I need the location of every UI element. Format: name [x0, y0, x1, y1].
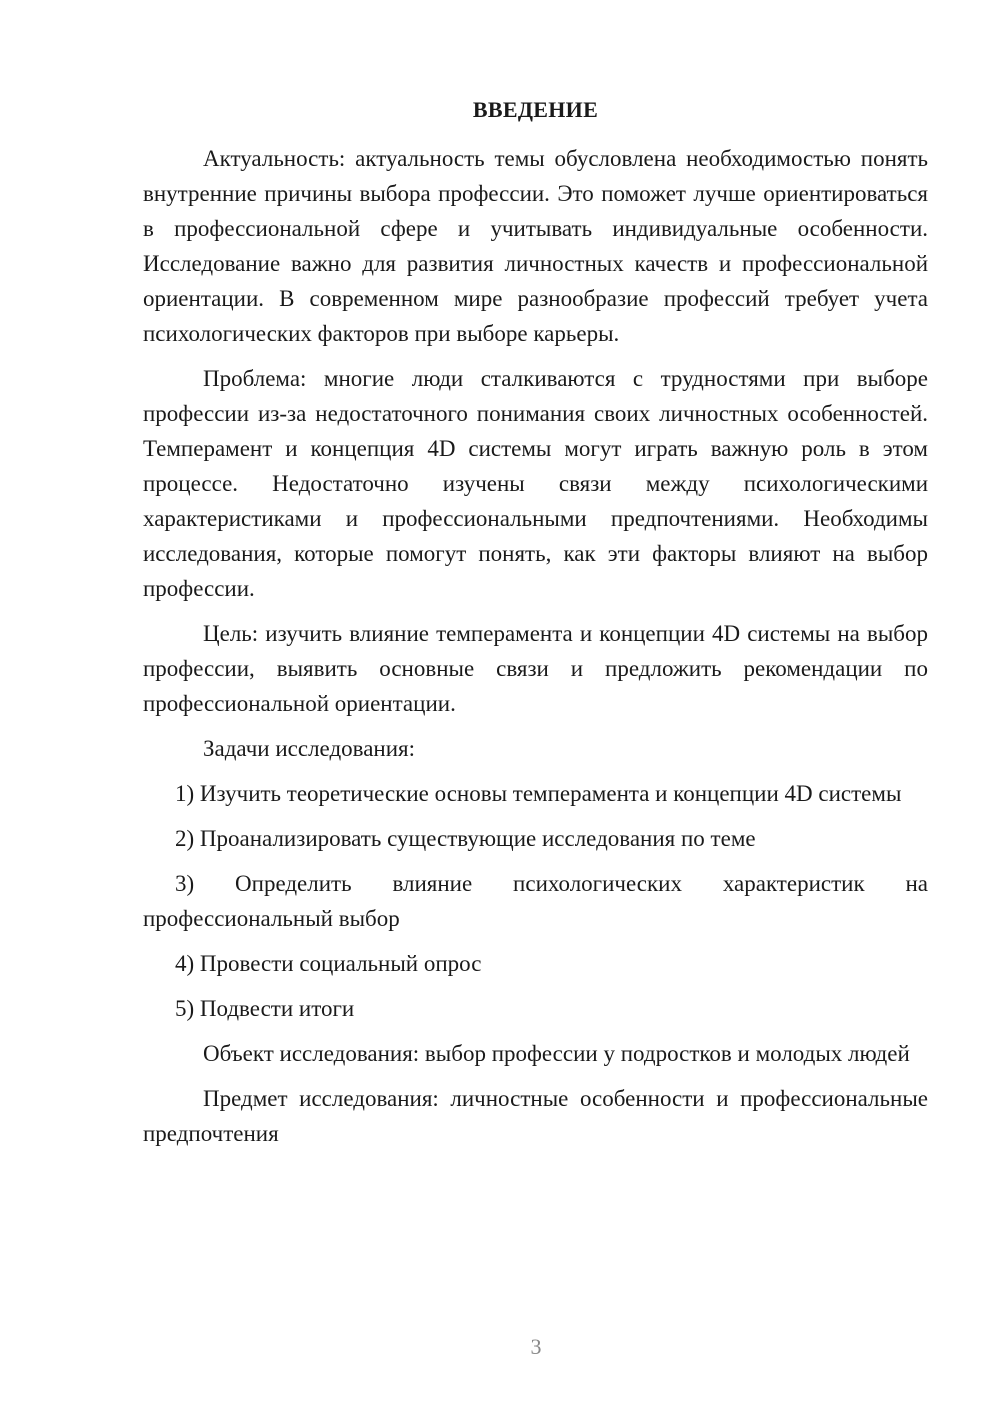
paragraph-relevance: Актуальность: актуальность темы обусловлена необходимостью понять внутренние причины выбора профессии. Это поможет лучше ориентироваться в профессиональной сфере и учитывать индивидуальные особенности. Исследование важно для развития личностных качеств и профессиональной ориентации. В современном мире разнообразие профессий требует учета психологических факторов при выборе карьеры.	[143, 146, 928, 346]
task-item-1: 1) Изучить теоретические основы темперамента и концепции 4D системы	[175, 781, 902, 806]
page-number: 3	[530, 1334, 542, 1359]
task-item-3: 3) Определить влияние психологических характеристик на профессиональный выбор	[143, 871, 928, 931]
paragraph-problem: Проблема: многие люди сталкиваются с трудностями при выборе профессии из-за недостаточного понимания своих личностных особенностей. Темперамент и концепция 4D системы могут играть важную роль в этом процессе. Недостаточно изучены связи между психологическими характеристиками и профессиональными предпочтениями. Необходимы исследования, которые помогут понять, как эти факторы влияют на выбор профессии.	[143, 366, 928, 601]
page-content	[143, 92, 928, 1161]
paragraph-goal: Цель: изучить влияние темперамента и концепции 4D системы на выбор профессии, выявить основные связи и предложить рекомендации по профессиональной ориентации.	[143, 621, 928, 716]
paragraph-object: Объект исследования: выбор профессии у подростков и молодых людей	[203, 1041, 910, 1066]
tasks-heading: Задачи исследования:	[203, 736, 416, 761]
task-item-2: 2) Проанализировать существующие исследования по теме	[175, 826, 756, 851]
paragraph-subject: Предмет исследования: личностные особенности и профессиональные предпочтения	[143, 1086, 928, 1146]
task-item-4: 4) Провести социальный опрос	[175, 951, 482, 976]
section-title: ВВЕДЕНИЕ	[472, 97, 599, 122]
task-item-5: 5) Подвести итоги	[175, 996, 355, 1021]
